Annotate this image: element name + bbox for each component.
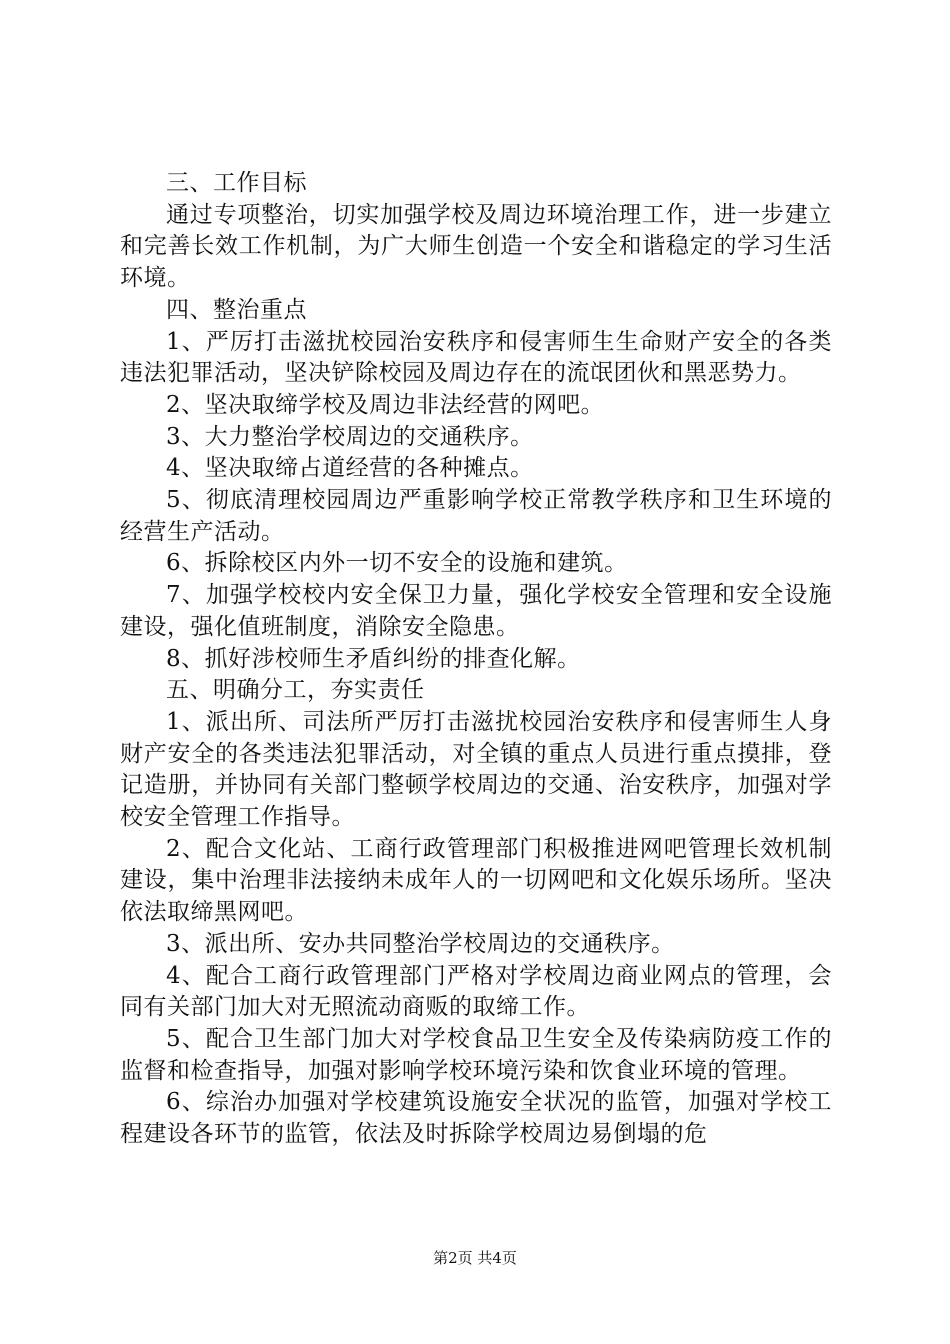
responsibility-item-1: 1、派出所、司法所严厉打击滋扰校园治安秩序和侵害师生人身财产安全的各类违法犯罪活动，对全镇的重点人员进行重点摸排，登记造册，并协同有关部门整顿学校周边的交通、治安秩序，加强对学校安全管理工作指导。 bbox=[120, 708, 832, 831]
document-body bbox=[120, 168, 832, 1151]
focus-item-7: 7、加强学校校内安全保卫力量，强化学校安全管理和安全设施建设，强化值班制度，消除安全隐患。 bbox=[120, 582, 832, 640]
focus-item-2: 2、坚决取缔学校及周边非法经营的网吧。 bbox=[166, 391, 605, 418]
page-footer bbox=[0, 1248, 950, 1268]
focus-item-1: 1、严厉打击滋扰校园治安秩序和侵害师生生命财产安全的各类违法犯罪活动，坚决铲除校园及周边存在的流氓团伙和黑恶势力。 bbox=[120, 328, 832, 387]
section-heading-focus: 四、整治重点 bbox=[166, 296, 307, 323]
responsibility-item-5: 5、配合卫生部门加大对学校食品卫生安全及传染病防疫工作的监督和检查指导，加强对影响学校环境污染和饮食业环境的管理。 bbox=[120, 1025, 832, 1084]
focus-item-3: 3、大力整治学校周边的交通秩序。 bbox=[166, 423, 534, 450]
responsibility-item-2: 2、配合文化站、工商行政管理部门积极推进网吧管理长效机制建设，集中治理非法接纳未成年人的一切网吧和文化娱乐场所。坚决依法取缔黑网吧。 bbox=[120, 835, 832, 926]
focus-item-5: 5、彻底清理校园周边严重影响学校正常教学秩序和卫生环境的经营生产活动。 bbox=[120, 487, 832, 545]
focus-item-4: 4、坚决取缔占道经营的各种摊点。 bbox=[166, 455, 534, 482]
focus-item-8: 8、抓好涉校师生矛盾纠纷的排查化解。 bbox=[166, 645, 581, 672]
paragraph-goals: 通过专项整治，切实加强学校及周边环境治理工作，进一步建立和完善长效工作机制，为广大师生创造一个安全和谐稳定的学习生活环境。 bbox=[120, 201, 832, 292]
section-heading-goals: 三、工作目标 bbox=[166, 170, 307, 196]
responsibility-item-4: 4、配合工商行政管理部门严格对学校周边商业网点的管理，会同有关部门加大对无照流动商贩的取缔工作。 bbox=[120, 962, 832, 1021]
focus-item-6: 6、拆除校区内外一切不安全的设施和建筑。 bbox=[166, 550, 628, 577]
responsibility-item-6: 6、综治办加强对学校建筑设施安全状况的监管，加强对学校工程建设各环节的监管，依法及时拆除学校周边易倒塌的危 bbox=[120, 1089, 832, 1148]
responsibility-item-3: 3、派出所、安办共同整治学校周边的交通秩序。 bbox=[166, 930, 675, 957]
page-number-label: 第2页 共4页 bbox=[433, 1249, 517, 1267]
section-heading-responsibility: 五、明确分工，夯实责任 bbox=[166, 677, 425, 704]
